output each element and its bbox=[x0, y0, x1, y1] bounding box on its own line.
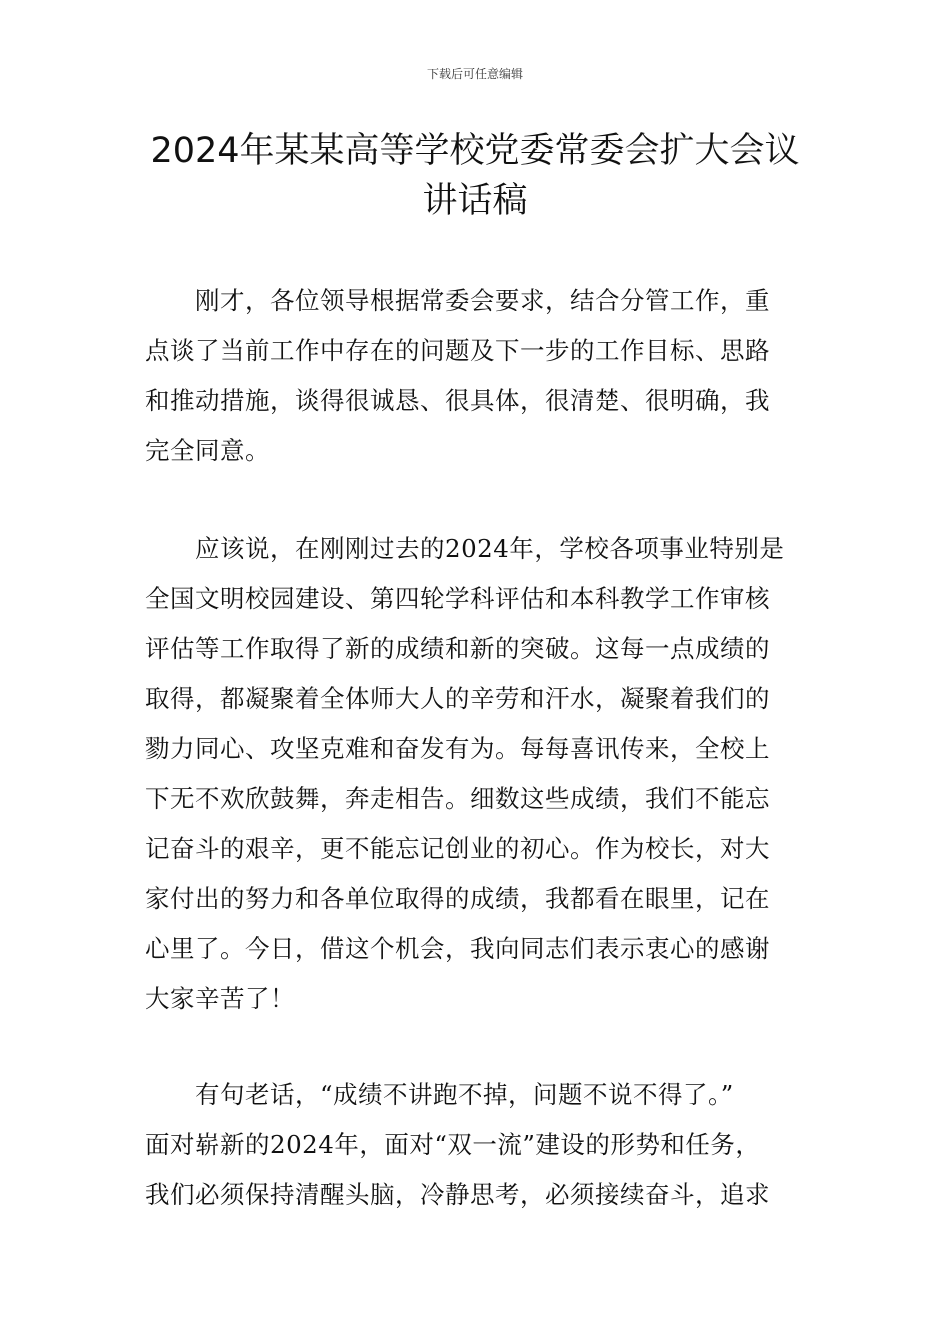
paragraph-line: 和推动措施，谈得很诚恳、很具体，很清楚、很明确，我 bbox=[145, 386, 770, 415]
paragraph-line: 全国文明校园建设、第四轮学科评估和本科教学工作审核 bbox=[145, 584, 770, 613]
paragraph-1 bbox=[145, 276, 810, 476]
paragraph-line: 应该说，在刚刚过去的2024年，学校各项事业特别是 bbox=[145, 534, 785, 563]
paragraph-line: 评估等工作取得了新的成绩和新的突破。这每一点成绩的 bbox=[145, 634, 770, 663]
header-note: 下载后可任意编辑 bbox=[426, 67, 523, 81]
paragraph-line: 有句老话，“成绩不讲跑不掉，问题不说不得了。” bbox=[145, 1080, 734, 1109]
paragraph-line: 我们必须保持清醒头脑，冷静思考，必须接续奋斗，追求 bbox=[145, 1180, 770, 1209]
paragraph-line: 家付出的努力和各单位取得的成绩，我都看在眼里，记在 bbox=[145, 884, 770, 913]
paragraph-line: 刚才，各位领导根据常委会要求，结合分管工作，重 bbox=[145, 286, 770, 315]
paragraph-line: 点谈了当前工作中存在的问题及下一步的工作目标、思路 bbox=[145, 336, 770, 365]
paragraph-line: 取得，都凝聚着全体师大人的辛劳和汗水，凝聚着我们的 bbox=[145, 684, 770, 713]
paragraph-3 bbox=[145, 1070, 810, 1220]
paragraph-line: 大家辛苦了！ bbox=[145, 984, 295, 1013]
title-line: 讲话稿 bbox=[422, 181, 528, 221]
title-line: 2024年某某高等学校党委常委会扩大会议 bbox=[150, 131, 800, 171]
paragraph-line: 记奋斗的艰辛，更不能忘记创业的初心。作为校长，对大 bbox=[145, 834, 770, 863]
paragraph-2 bbox=[145, 524, 810, 1024]
paragraph-line: 面对崭新的2024年，面对“双一流”建设的形势和任务， bbox=[145, 1130, 761, 1159]
paragraph-line: 完全同意。 bbox=[145, 436, 270, 465]
document-title bbox=[95, 126, 855, 226]
paragraph-line: 勠力同心、攻坚克难和奋发有为。每每喜讯传来，全校上 bbox=[145, 734, 770, 763]
paragraph-line: 下无不欢欣鼓舞，奔走相告。细数这些成绩，我们不能忘 bbox=[145, 784, 770, 813]
paragraph-line: 心里了。今日，借这个机会，我向同志们表示衷心的感谢 bbox=[145, 934, 770, 963]
